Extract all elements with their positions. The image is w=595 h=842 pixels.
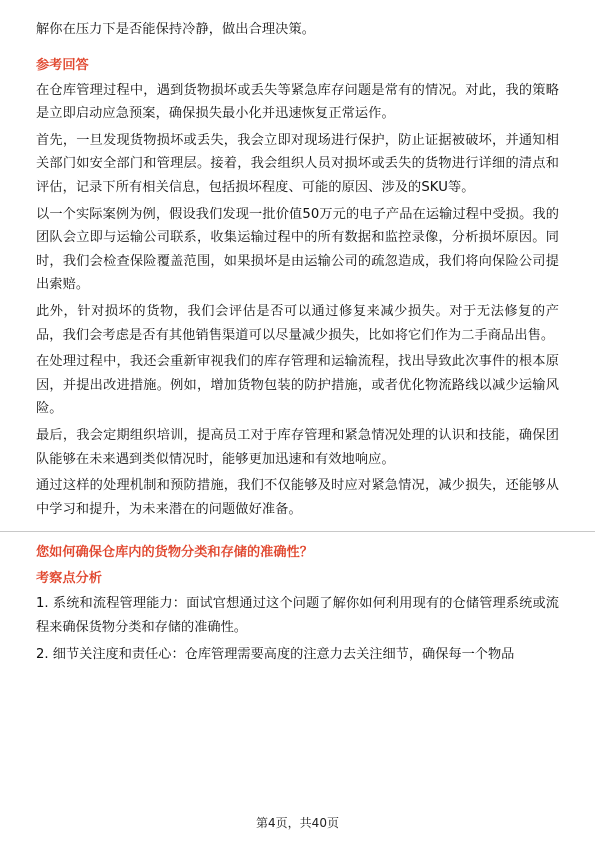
analysis-item: 2. 细节关注度和责任心：仓库管理需要高度的注意力去关注细节，确保每一个物品 xyxy=(36,647,515,663)
answer-paragraph: 以一个实际案例为例，假设我们发现一批价值50万元的电子产品在运输过程中受损。我的团队会立即与运输公司联系，收集运输过程中的所有数据和监控录像，分析损坏原因。同时，我们会检查保险覆盖范围，如果损坏是由运输公司的疏忽造成，我们将向保险公司提出索赔。 xyxy=(36,206,559,293)
answer-paragraph: 在处理过程中，我还会重新审视我们的库存管理和运输流程，找出导致此次事件的根本原因，并提出改进措施。例如，增加货物包装的防护措施，或者优化物流路线以减少运输风险。 xyxy=(36,354,559,417)
analysis-item: 1. 系统和流程管理能力：面试官想通过这个问题了解你如何利用现有的仓储管理系统或流程来确保货物分类和存储的准确性。 xyxy=(36,596,559,635)
page-content xyxy=(36,18,559,671)
section-divider xyxy=(0,531,595,532)
answer-paragraph: 最后，我会定期组织培训，提高员工对于库存管理和紧急情况处理的认识和技能，确保团队能够在未来遇到类似情况时，能够更加迅速和有效地响应。 xyxy=(36,427,559,467)
answer-paragraph: 通过这样的处理机制和预防措施，我们不仅能够及时应对紧急情况，减少损失，还能够从中学习和提升，为未来潜在的问题做好准备。 xyxy=(36,478,559,517)
analysis-heading: 考察点分析 xyxy=(36,571,102,587)
intro-text: 解你在压力下是否能保持冷静，做出合理决策。 xyxy=(36,22,316,37)
page-footer: 第4页，共40页 xyxy=(256,816,339,830)
answer-paragraph: 首先，一旦发现货物损坏或丢失，我会立即对现场进行保护，防止证据被破坏，并通知相关部门如安全部门和管理层。接着，我会组织人员对损坏或丢失的货物进行详细的清点和评估，记录下所有相关信息，包括损坏程度、可能的原因、涉及的SKU等。 xyxy=(36,132,559,195)
answer-paragraph: 此外，针对损坏的货物，我们会评估是否可以通过修复来减少损失。对于无法修复的产品，我们会考虑是否有其他销售渠道可以尽量减少损失，比如将它们作为二手商品出售。 xyxy=(36,303,559,343)
answer-heading: 参考回答 xyxy=(36,57,89,73)
question-heading: 您如何确保仓库内的货物分类和存储的准确性？ xyxy=(36,545,313,561)
answer-paragraph: 在仓库管理过程中，遇到货物损坏或丢失等紧急库存问题是常有的情况。对此，我的策略是立即启动应急预案，确保损失最小化并迅速恢复正常运作。 xyxy=(36,82,559,122)
